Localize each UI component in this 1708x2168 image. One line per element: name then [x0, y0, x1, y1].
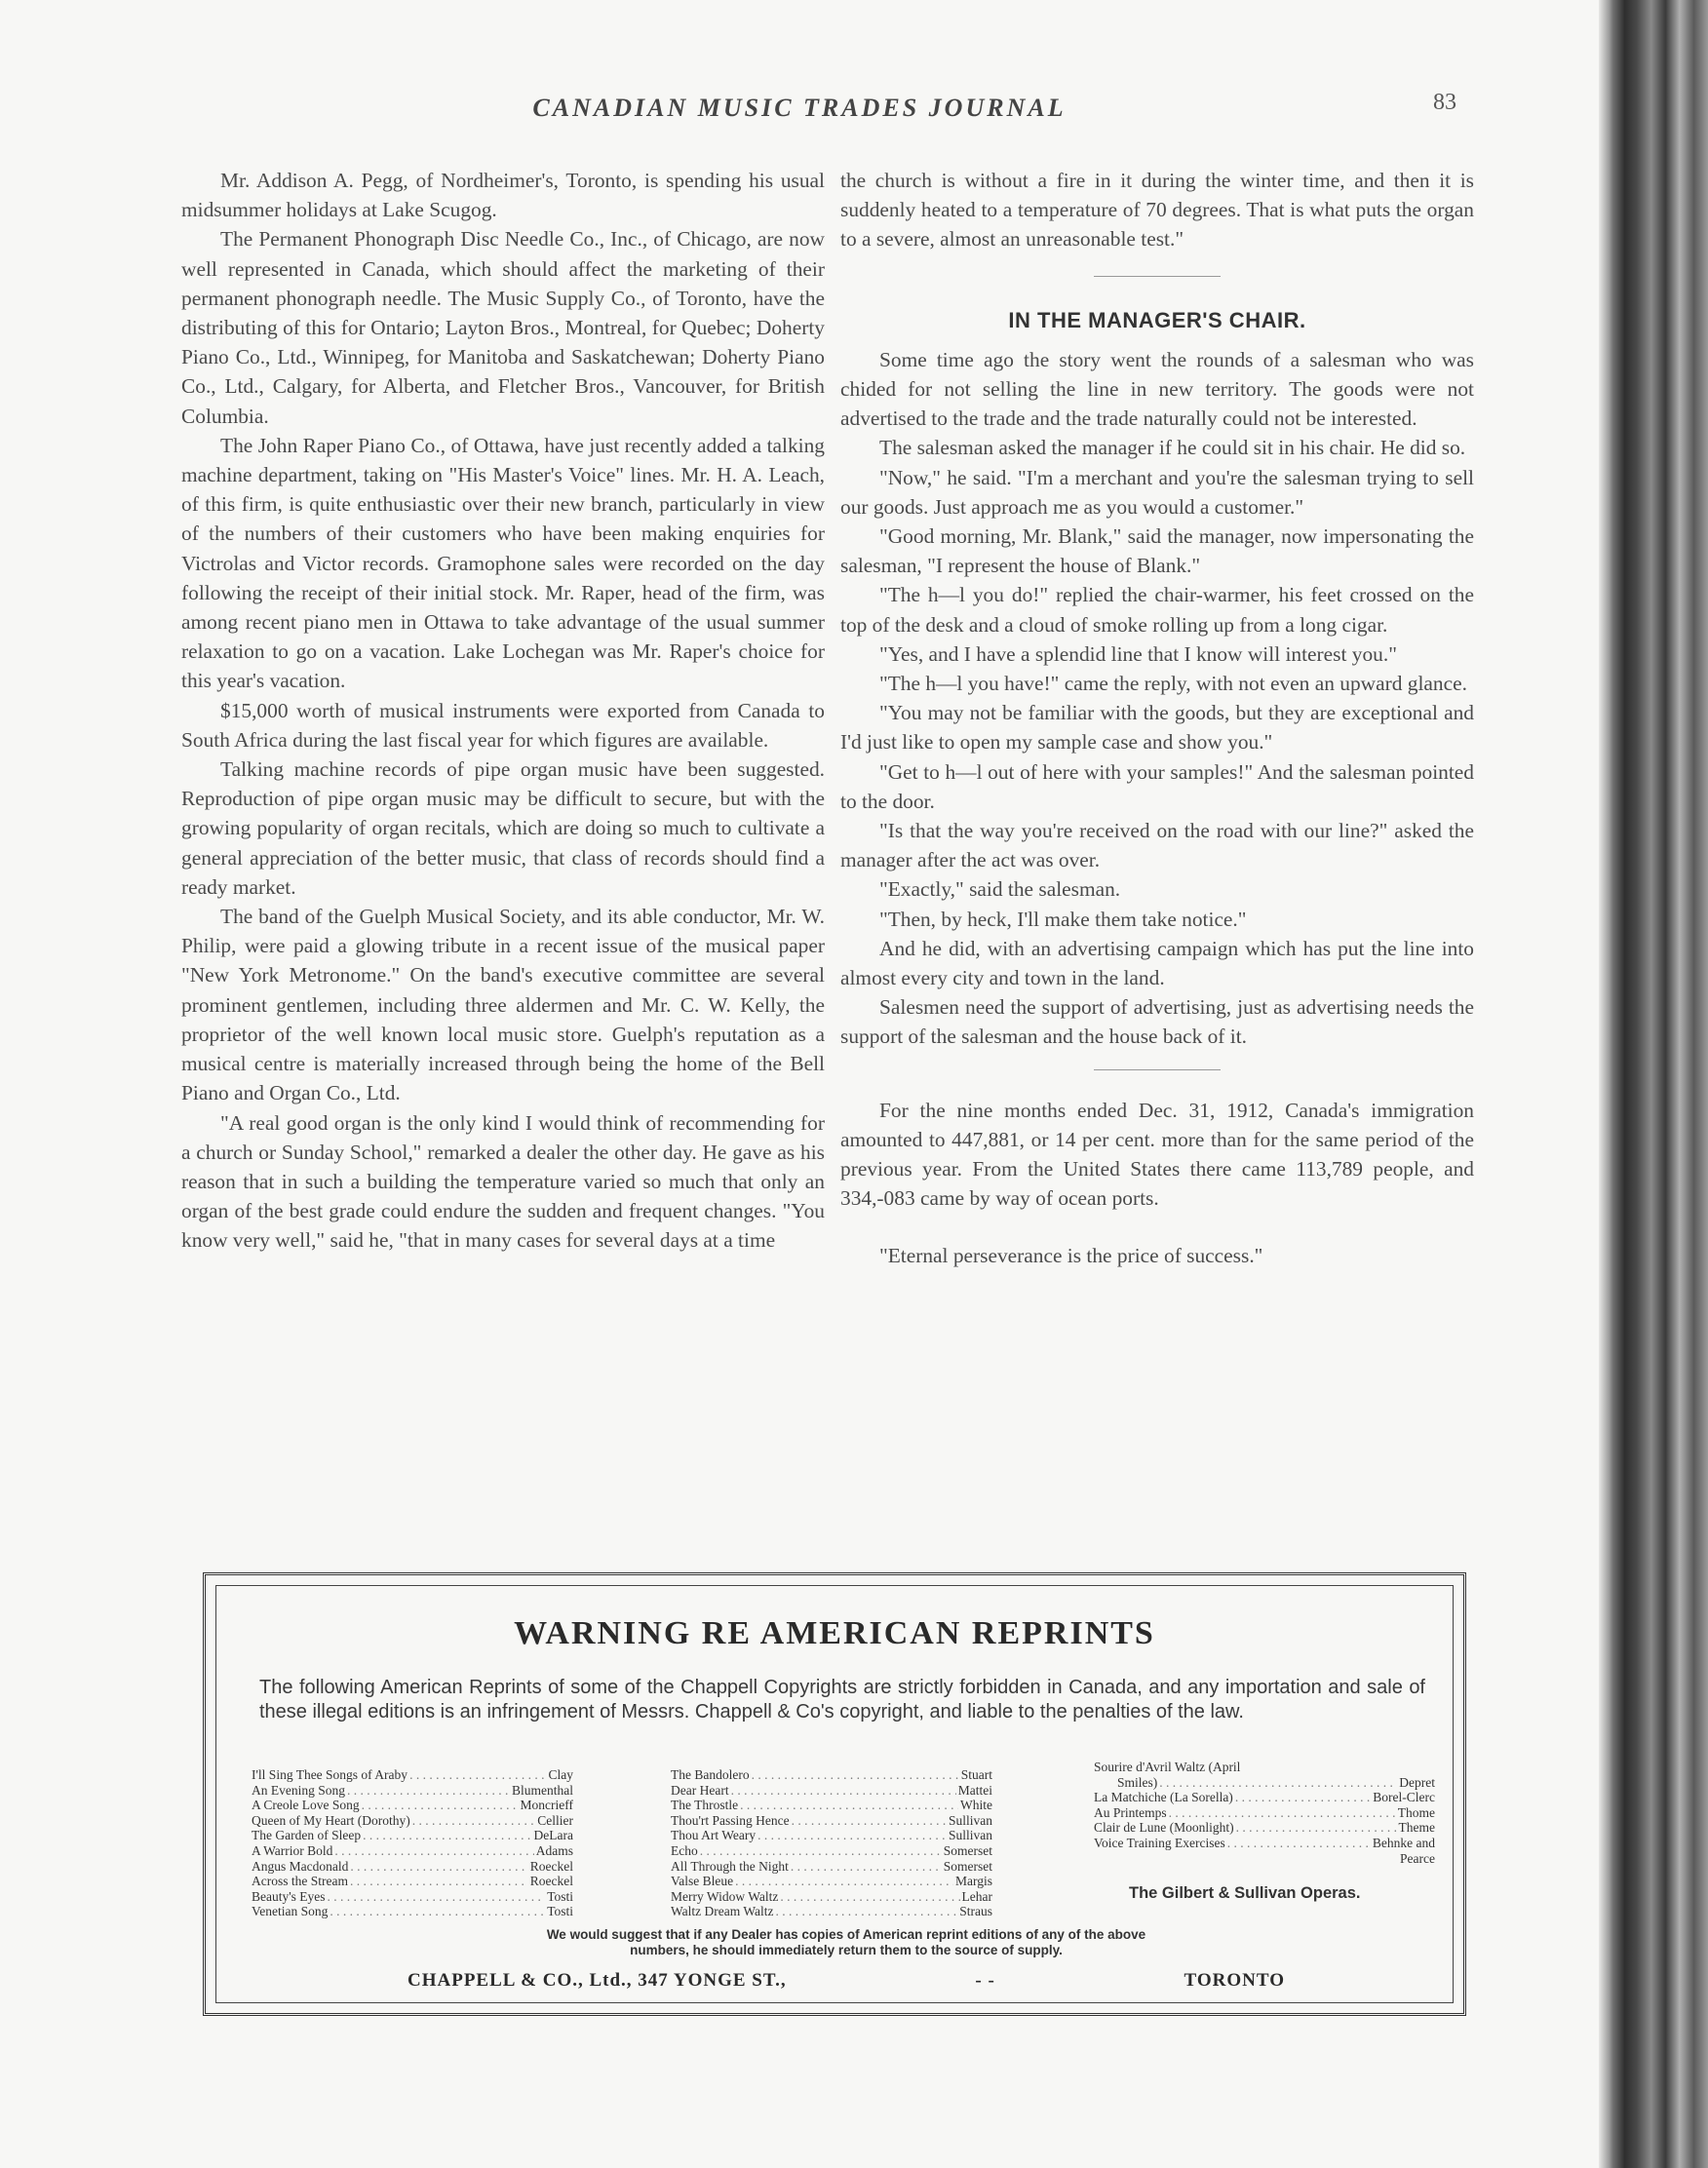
paragraph: "Exactly," said the salesman. — [879, 877, 1121, 902]
list-item: A Creole Love Song . . . Moncrieff — [252, 1798, 573, 1813]
paragraph: The salesman asked the manager if he could sit in his chair. He did so. — [879, 436, 1466, 460]
list-item: Dear Heart . . . Mattei — [671, 1783, 992, 1799]
paragraph: Some time ago the story went the rounds of a salesman who was chided for not selling the line in new territory. The goods were not advertised to the trade and the trade naturally could not be interested. — [840, 347, 1474, 431]
paragraph: Salesmen need the support of advertising, just as advertising needs the support of the salesman and the house back of it. — [840, 995, 1474, 1049]
paragraph: Talking machine records of pipe organ music have been suggested. Reproduction of pipe organ music may be difficult to secure, but with the growing popularity of organ recitals, which are doing so much to cultivate a general appreciation of the better music, that class of records should find a ready market. — [181, 757, 825, 899]
publisher-footer — [408, 1970, 1285, 1992]
paragraph: "Good morning, Mr. Blank," said the manager, now impersonating the salesman, "I represent the house of Blank." — [840, 524, 1474, 578]
list-item: The Throstle . . . White — [671, 1798, 992, 1813]
list-item: Across the Stream . . . Roeckel — [252, 1874, 573, 1889]
right-column — [840, 166, 1474, 1270]
list-item: The Garden of Sleep . . . DeLara — [252, 1828, 573, 1843]
paragraph: The John Raper Piano Co., of Ottawa, have just recently added a talking machine department, taking on "His Master's Voice" lines. Mr. H. A. Leach, of this firm, is quite enthusiastic over their new branch, particularly in view of the numbers of their customers who have been making enquiries for Victrolas and Victor records. Gramophone sales were recorded on the day following the receipt of their initial stock. Mr. Raper, head of the firm, was among recent piano men in Ottawa to take advantage of the usual summer relaxation to go on a vacation. Lake Lochegan was Mr. Raper's choice for this year's vacation. — [181, 433, 825, 693]
paragraph: Mr. Addison A. Pegg, of Nordheimer's, Toronto, is spending his usual midsummer holidays at Lake Scugog. — [181, 169, 825, 222]
list-item: La Matchiche (La Sorella) . . . Borel-Clerc — [1094, 1790, 1435, 1805]
paragraph: "Get to h—l out of here with your samples!" And the salesman pointed to the door. — [840, 759, 1474, 813]
list-item: Au Printemps . . . Thome — [1094, 1805, 1435, 1821]
list-item: Thou Art Weary . . . Sullivan — [671, 1828, 992, 1843]
section-heading: IN THE MANAGER'S CHAIR. — [1008, 307, 1306, 332]
list-item: Thou'rt Passing Hence . . . Sullivan — [671, 1813, 992, 1829]
list-item: Venetian Song . . . Tosti — [252, 1904, 573, 1919]
list-item: Queen of My Heart (Dorothy) . . . Cellier — [252, 1813, 573, 1829]
gilbert-sullivan-note: The Gilbert & Sullivan Operas. — [1129, 1884, 1361, 1902]
list-item: Sourire d'Avril Waltz (April — [1094, 1760, 1241, 1774]
reprint-list-1 — [252, 1767, 573, 1919]
section-rule — [1094, 276, 1221, 277]
page-number: 83 — [1433, 90, 1456, 115]
paragraph: "Now," he said. "I'm a merchant and you're the salesman trying to sell our goods. Just approach me as you would a customer." — [840, 465, 1474, 519]
paragraph: "The h—l you have!" came the reply, with not even an upward glance. — [879, 672, 1467, 696]
list-item: Clair de Lune (Moonlight) . . . Theme — [1094, 1820, 1435, 1836]
section-rule — [1094, 1069, 1221, 1070]
list-item: Echo . . . Somerset — [671, 1843, 992, 1859]
paragraph: "A real good organ is the only kind I would think of recommending for a church or Sunday School," remarked a dealer the other day. He gave as his reason that in such a building the temperature varied so much that only an organ of the best grade could endure the sudden and frequent changes. "You know very well," said he, "that in many cases for several days at a time — [181, 1110, 825, 1253]
list-item: Voice Training Exercises . . . Behnke and — [1094, 1836, 1435, 1851]
paragraph: "The h—l you do!" replied the chair-warmer, his feet crossed on the top of the desk and a cloud of smoke rolling up from a long cigar. — [840, 583, 1474, 637]
reprint-list-2 — [671, 1767, 992, 1919]
closing-quote: "Eternal perseverance is the price of success." — [879, 1243, 1263, 1267]
list-item: Pearce — [1400, 1850, 1435, 1866]
list-item: The Bandolero . . . Stuart — [671, 1767, 992, 1783]
paragraph: "You may not be familiar with the goods, but they are exceptional and I'd just like to open my sample case and show you." — [840, 701, 1474, 755]
warning-advertisement — [203, 1572, 1466, 2016]
list-item: All Through the Night . . . Somerset — [671, 1859, 992, 1875]
left-column — [181, 166, 825, 1256]
list-item: Merry Widow Waltz . . . Lehar — [671, 1889, 992, 1905]
ad-title: WARNING RE AMERICAN REPRINTS — [514, 1615, 1155, 1651]
list-item: I'll Sing Thee Songs of Araby . . . Clay — [252, 1767, 573, 1783]
footer-separator: - - — [975, 1970, 995, 1991]
list-item: Angus Macdonald . . . Roeckel — [252, 1859, 573, 1875]
list-item: A Warrior Bold . . . Adams — [252, 1843, 573, 1859]
paragraph: "Is that the way you're received on the road with our line?" asked the manager after the act was over. — [840, 819, 1474, 872]
paragraph: "Then, by heck, I'll make them take notice." — [879, 907, 1247, 931]
paragraph: The band of the Guelph Musical Society, and its able conductor, Mr. W. Philip, were paid a glowing tribute in a recent issue of the musical paper "New York Metronome." On the band's executive committee are several prominent gentlemen, including three aldermen and Mr. C. W. Kelly, the proprietor of the well known local music store. Guelph's reputation as a musical centre is materially increased through being the home of the Bell Piano and Organ Co., Ltd. — [181, 905, 825, 1105]
publisher-city: TORONTO — [1184, 1970, 1285, 1991]
list-item: Smiles) . . . Depret — [1094, 1775, 1435, 1791]
running-head: CANADIAN MUSIC TRADES JOURNAL — [532, 94, 1067, 122]
paragraph-continuation: the church is without a fire in it during the winter time, and then it is suddenly heated to a temperature of 70 degrees. That is what puts the organ to a severe, almost an unreasonable test." — [840, 169, 1474, 252]
list-item: Waltz Dream Waltz . . . Straus — [671, 1904, 992, 1919]
book-binding — [1613, 0, 1708, 2168]
publisher-address: CHAPPELL & CO., Ltd., 347 YONGE ST., — [408, 1970, 787, 1991]
paragraph: $15,000 worth of musical instruments were exported from Canada to South Africa during the last fiscal year for which figures are available. — [181, 698, 825, 752]
ad-intro: The following American Reprints of some of the Chappell Copyrights are strictly forbidden in Canada, and any importation and sale of these illegal editions is an infringement of Messrs. Chappell & Co's copyright, and liable to the penalties of the law. — [259, 1677, 1425, 1723]
paragraph: The Permanent Phonograph Disc Needle Co., Inc., of Chicago, are now well represented in Canada, which should affect the marketing of their permanent phonograph needle. The Music Supply Co., of Toronto, have the distributing of this for Ontario; Layton Bros., Montreal, for Quebec; Doherty Piano Co., Ltd., Winnipeg, for Manitoba and Saskatchewan; Doherty Piano Co., Ltd., Calgary, for Alberta, and Fletcher Bros., Vancouver, for British Columbia. — [181, 227, 825, 428]
paragraph: "Yes, and I have a splendid line that I know will interest you." — [879, 641, 1397, 666]
reprint-list-3 — [1094, 1760, 1435, 1866]
dealer-suggestion: We would suggest that if any Dealer has copies of American reprint editions of any of the above numbers, he should immediately return them to the source of supply. — [546, 1927, 1146, 1957]
list-item: Beauty's Eyes . . . Tosti — [252, 1889, 573, 1905]
ad-inner-border — [215, 1585, 1454, 2003]
paragraph-immigration: For the nine months ended Dec. 31, 1912, Canada's immigration amounted to 447,881, or 14 per cent. more than for the same period of the previous year. From the United States there came 113,789 people, and 334,-083 came by way of ocean ports. — [840, 1098, 1474, 1211]
paragraph: And he did, with an advertising campaign which has put the line into almost every city and town in the land. — [840, 936, 1474, 990]
list-item: Valse Bleue . . . Margis — [671, 1874, 992, 1889]
list-item: An Evening Song . . . Blumenthal — [252, 1783, 573, 1799]
